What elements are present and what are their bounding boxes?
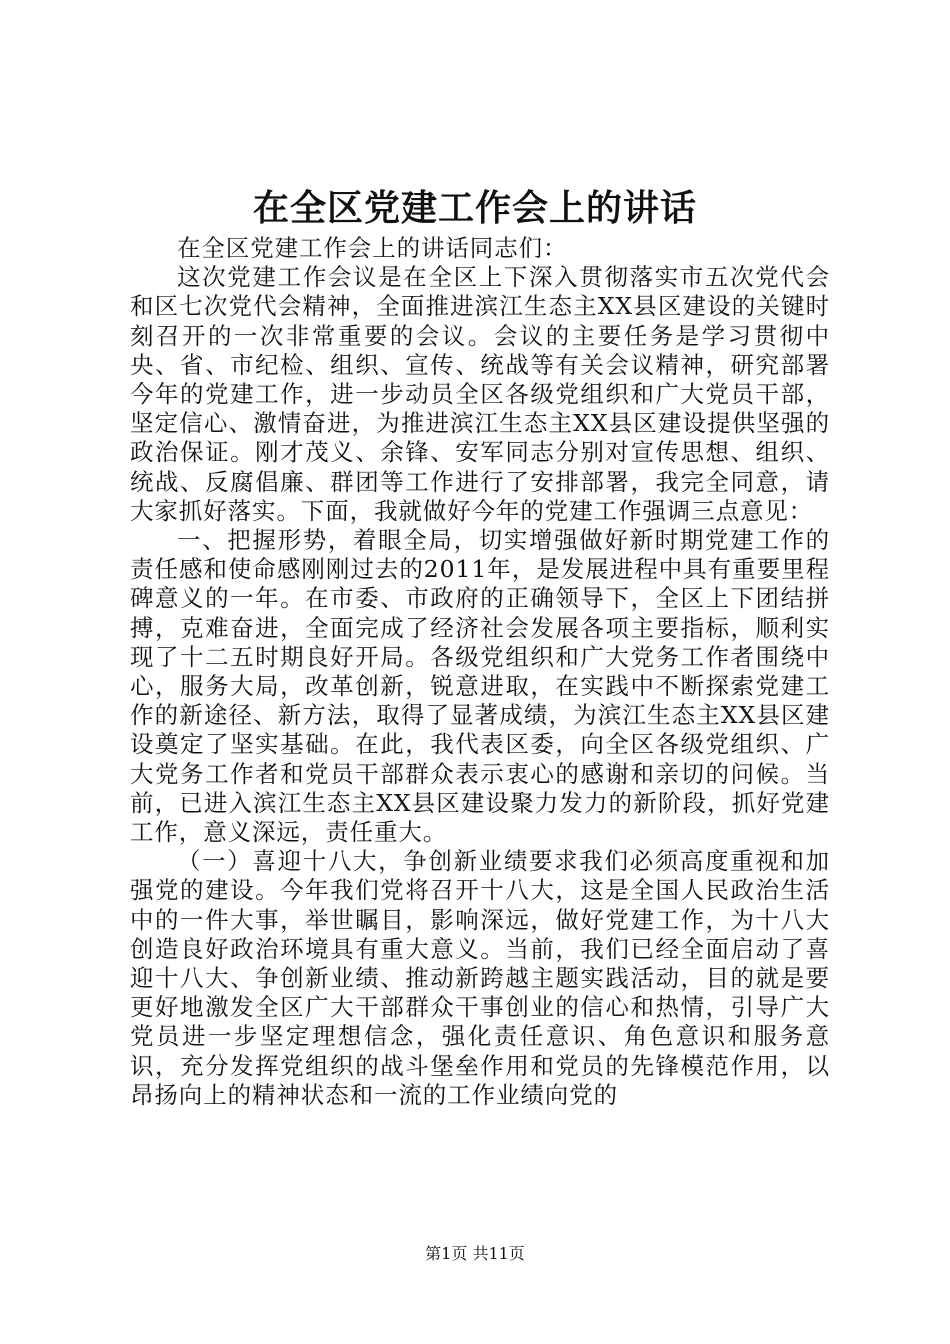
document-title: 在全区党建工作会上的讲话 xyxy=(252,187,697,229)
paragraph-intro: 这次党建工作会议是在全区上下深入贯彻落实市五次党代会和区七次党代会精神，全面推进滨江生态主XX县区建设的关键时刻召开的一次非常重要的会议。会议的主要任务是学习贯彻中央、省、市纪检、组织、宣传、统战等有关会议精神，研究部署今年的党建工作，进一步动员全区各级党组织和广大党员干部，坚定信心、激情奋进，为推进滨江生态主XX县区建设提供坚强的政治保证。刚才茂义、余锋、安军同志分别对宣传思想、组织、统战、反腐倡廉、群团等工作进行了安排部署，我完全同意，请大家抓好落实。下面，我就做好今年的党建工作强调三点意见： xyxy=(130,263,830,525)
paragraph-section-one: 一、把握形势，着眼全局，切实增强做好新时期党建工作的责任感和使命感刚刚过去的2011年，是发展进程中具有重要里程碑意义的一年。在市委、市政府的正确领导下，全区上下团结拼搏，克难奋进，全面完成了经济社会发展各项主要指标，顺利实现了十二五时期良好开局。各级党组织和广大党务工作者围绕中心，服务大局，改革创新，锐意进取，在实践中不断探索党建工作的新途径、新方法，取得了显著成绩，为滨江生态主XX县区建设奠定了坚实基础。在此，我代表区委，向全区各级党组织、广大党务工作者和党员干部群众表示衷心的感谢和亲切的问候。当前，已进入滨江生态主XX县区建设聚力发力的新阶段，抓好党建工作，意义深远，责任重大。 xyxy=(130,526,830,847)
page-number-footer: 第1页 共11页 xyxy=(425,1244,525,1263)
document-body xyxy=(130,234,830,1110)
paragraph-salutation: 在全区党建工作会上的讲话同志们： xyxy=(177,234,568,262)
paragraph-subsection-one: （一）喜迎十八大，争创新业绩要求我们必须高度重视和加强党的建设。今年我们党将召开十八大，这是全国人民政治生活中的一件大事，举世瞩目，影响深远，做好党建工作，为十八大创造良好政治环境具有重大意义。当前，我们已经全面启动了喜迎十八大、争创新业绩、推动新跨越主题实践活动，目的就是要更好地激发全区广大干部群众干事创业的信心和热情，引导广大党员进一步坚定理想信念，强化责任意识、角色意识和服务意识，充分发挥党组织的战斗堡垒作用和党员的先锋模范作用，以昂扬向上的精神状态和一流的工作业绩向党的 xyxy=(130,847,830,1109)
